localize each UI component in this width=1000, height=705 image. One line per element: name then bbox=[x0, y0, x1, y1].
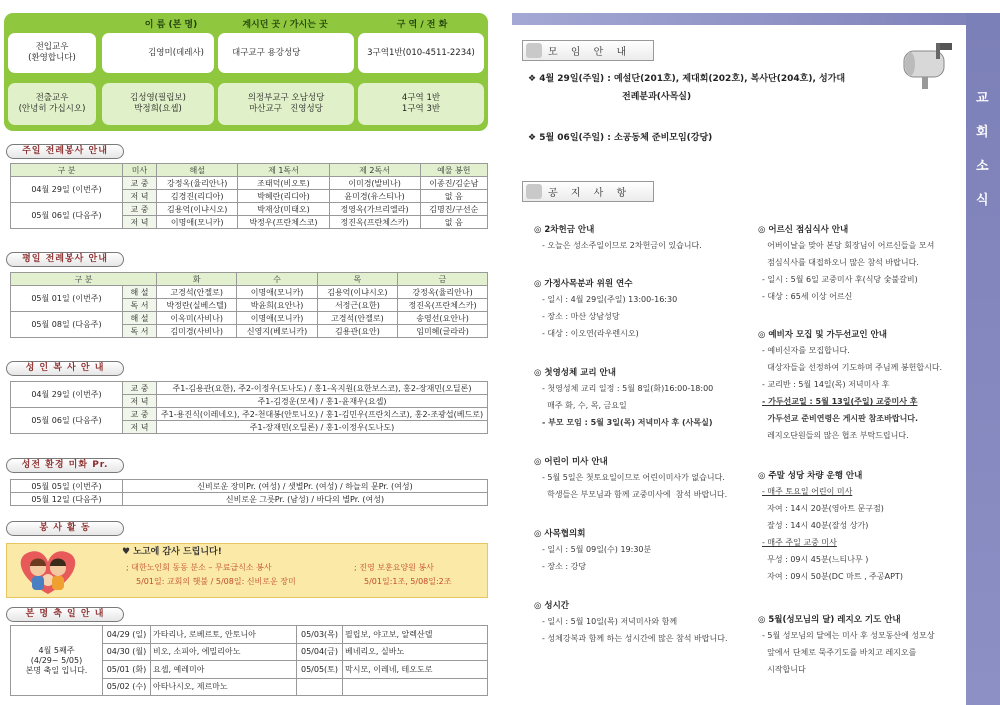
cell: 고경석(안젤로) bbox=[157, 286, 237, 299]
col-mass: 미사 bbox=[123, 164, 157, 177]
notice-line: - 부모 모임 : 5월 3일(목) 저녁미사 후 (사목실) bbox=[542, 418, 713, 427]
date-cell: 05/05(토) bbox=[297, 661, 343, 679]
volunteer-thanks: ♥ 노고에 감사 드립니다! bbox=[122, 547, 222, 557]
cell: 김용관(요안) bbox=[317, 325, 397, 338]
cell: 정진옥(프란체스카) bbox=[329, 216, 420, 229]
section-sunday-liturgy: 주일 전례봉사 안내 bbox=[6, 144, 124, 159]
top-band bbox=[512, 13, 1000, 25]
date-cell bbox=[297, 678, 343, 696]
mass-cell: 저 녁 bbox=[123, 216, 157, 229]
cell: 박혜란(리디아) bbox=[238, 190, 329, 203]
left-page bbox=[4, 13, 488, 703]
incoming-place: 대구교구 용강성당 bbox=[218, 33, 354, 73]
cell: 박정우(프란체스코) bbox=[238, 216, 329, 229]
cell: 김미경(사비나) bbox=[157, 325, 237, 338]
section-icon bbox=[526, 184, 542, 199]
outgoing-zones bbox=[358, 83, 484, 125]
col-offering: 예물 봉헌 bbox=[420, 164, 487, 177]
cell: 이명애(모니카) bbox=[237, 312, 317, 325]
date-cell: 05월 08일 (다음주) bbox=[11, 312, 123, 338]
outgoing-name-2: 박정희(요셉) bbox=[134, 104, 182, 114]
parishioner-movement-panel bbox=[4, 13, 488, 131]
section-meetings-label: 모 임 안 내 bbox=[548, 47, 632, 58]
table-row bbox=[11, 480, 488, 493]
date-cell: 05/01 (화) bbox=[103, 661, 151, 679]
notice-line: 자여 : 09시 50분(DC 마트 , 주공APT) bbox=[762, 572, 903, 581]
notice-line: - 교리반 : 5월 14일(목) 저녁미사 후 bbox=[762, 380, 890, 389]
col-fri: 금 bbox=[398, 273, 488, 286]
cell: 강정옥(율리안나) bbox=[398, 286, 488, 299]
meeting-1-line-1: ❖ 4월 29일(주일) : 예설단(201호), 제대회(202호), 복사단(204호), 성가대 bbox=[528, 74, 846, 84]
section-cleaning: 성전 환경 미화 Pr. bbox=[6, 458, 124, 473]
cell: 막시모, 이레네, 테오도로 bbox=[343, 661, 488, 679]
incoming-role-label: 전입교우 bbox=[35, 42, 69, 52]
vertical-title-char: 소 bbox=[976, 159, 989, 174]
mailbox-icon bbox=[896, 35, 960, 91]
notice-line: 시작합니다 bbox=[762, 665, 806, 674]
notice-line: - 첫영성체 교리 일정 : 5월 8일(화)16:00-18:00 bbox=[542, 384, 714, 393]
table-row bbox=[11, 177, 488, 190]
notice-line: 매주 화, 수, 목, 금요일 bbox=[542, 401, 627, 410]
notice-line: - 일시 : 5월 09일(수) 19:30분 bbox=[542, 545, 652, 554]
feast-note-cell bbox=[11, 626, 103, 696]
table-row bbox=[11, 493, 488, 506]
right-page bbox=[512, 13, 1000, 705]
role-cell: 독 서 bbox=[123, 299, 157, 312]
notice-line: - 5월 5일은 첫토요일이므로 어린이미사가 없습니다. bbox=[542, 473, 725, 482]
cell: 송영선(요안나) bbox=[398, 312, 488, 325]
cell: 신비로운 장미Pr. (여성) / 샛별Pr. (여성) / 하늘의 문Pr. (여성) bbox=[123, 480, 488, 493]
outgoing-zone-2: 1구역 3반 bbox=[401, 104, 441, 114]
cell: 비오, 소피아, 에밀리아노 bbox=[151, 643, 297, 661]
cell: 주1-김경운(모세) / 홍1-윤재우(요셉) bbox=[157, 395, 488, 408]
outgoing-place-1: 의정부교구 오남성당 bbox=[247, 93, 325, 103]
incoming-role-sub: (환영합니다) bbox=[28, 53, 76, 63]
notice-line: - 장소 : 강당 bbox=[542, 562, 587, 571]
outgoing-name-1: 김성영(필립보) bbox=[130, 93, 186, 103]
vertical-title-char: 회 bbox=[976, 125, 989, 140]
notice-heading: ◎ 사목협의회 bbox=[534, 529, 586, 539]
notice-heading: ◎ 가정사목분과 위원 연수 bbox=[534, 279, 633, 289]
mass-cell: 교 중 bbox=[123, 203, 157, 216]
notice-line: 앞에서 단체로 묵주기도를 바치고 레지오를 bbox=[762, 648, 917, 657]
family-illustration-icon bbox=[8, 544, 88, 598]
feast-note-3: 본명 축일 입니다. bbox=[25, 666, 88, 675]
mass-cell: 저 녁 bbox=[123, 395, 157, 408]
incoming-zone: 3구역1반(010-4511-2234) bbox=[358, 33, 484, 73]
notice-line: - 장소 : 마산 상남성당 bbox=[542, 312, 620, 321]
notice-line: 자여 : 14시 20분(영아트 문구점) bbox=[762, 504, 884, 513]
cell: 고경석(안젤로) bbox=[317, 312, 397, 325]
cell: 베네리오, 실바노 bbox=[343, 643, 488, 661]
cleaning-table bbox=[10, 479, 488, 506]
side-band bbox=[966, 13, 1000, 705]
header-name: 이 름 (본 명) bbox=[144, 20, 198, 30]
notice-line: - 오늘은 성소주일이므로 2차헌금이 있습니다. bbox=[542, 241, 702, 250]
date-cell: 05월 12일 (다음주) bbox=[11, 493, 123, 506]
role-cell: 해 설 bbox=[123, 286, 157, 299]
date-cell: 04/30 (월) bbox=[103, 643, 151, 661]
mass-cell: 교 중 bbox=[123, 408, 157, 421]
section-notices bbox=[522, 181, 654, 202]
cell: 임미혜(글라라) bbox=[398, 325, 488, 338]
section-icon bbox=[526, 43, 542, 58]
table-header-row bbox=[11, 164, 488, 177]
vertical-title-char: 식 bbox=[976, 193, 989, 208]
date-cell: 05/02 (수) bbox=[103, 678, 151, 696]
cell: 이종진/김순남 bbox=[420, 177, 487, 190]
cell: 박정란(실베스텔) bbox=[157, 299, 237, 312]
notice-line: 레지오단원들의 많은 협조 부탁드립니다. bbox=[762, 431, 909, 440]
notice-line: 가두선교 준비연령은 게시판 참조바랍니다. bbox=[762, 414, 919, 423]
notice-line: - 일시 : 5월 10일(목) 저녁미사와 함께 bbox=[542, 617, 678, 626]
outgoing-places bbox=[218, 83, 354, 125]
table-row bbox=[11, 286, 488, 299]
col-commentary: 해설 bbox=[157, 164, 238, 177]
notice-line: 학생들은 부모님과 함께 교중미사에 참석 바랍니다. bbox=[542, 490, 728, 499]
cell: 주1-용진식(이레네오), 주2-천대봉(안토니오) / 홍1-김민우(프란치스코), 홍2-조광섭(베드로) bbox=[157, 408, 488, 421]
notice-line: - 매주 주일 교중 미사 bbox=[762, 538, 837, 547]
notice-line: 점심식사를 대접하오니 많은 참석 바랍니다. bbox=[762, 258, 919, 267]
feast-days-table bbox=[10, 625, 488, 696]
meeting-1-line-2: 전례분과(사목실) bbox=[622, 92, 692, 102]
volunteer-right-2: 5/01일:1조, 5/08일:2조 bbox=[364, 577, 452, 586]
feast-note-1: 4월 5째주 bbox=[38, 646, 75, 655]
section-feast-days: 본 명 축 일 안 내 bbox=[6, 607, 124, 622]
notice-line: - 대상 : 이오연(라우렌시오) bbox=[542, 329, 639, 338]
outgoing-place-2: 마산교구 진영성당 bbox=[249, 104, 323, 114]
volunteer-right-1: ; 진영 보훈요양원 봉사 bbox=[354, 563, 434, 572]
table-row bbox=[11, 312, 488, 325]
section-notices-label: 공 지 사 항 bbox=[548, 188, 632, 199]
cell: 신영지(베로니카) bbox=[237, 325, 317, 338]
date-cell: 05월 01일 (이번주) bbox=[11, 286, 123, 312]
notice-line: 대상자들을 선정하여 기도하며 주님께 봉헌합시다. bbox=[762, 363, 943, 372]
notice-heading: ◎ 어르신 점심식사 안내 bbox=[758, 225, 849, 235]
section-volunteer: 봉 사 활 동 bbox=[6, 521, 124, 536]
date-cell: 05월 05일 (이번주) bbox=[11, 480, 123, 493]
col-reading1: 제 1독서 bbox=[238, 164, 329, 177]
cell: 주1-김용관(요한), 주2-이정우(도나도) / 홍1-옥지원(요한보스코), 홍2-장재민(오딜론) bbox=[157, 382, 488, 395]
cell: 서정근(요한) bbox=[317, 299, 397, 312]
notice-line: - 5월 성모님의 달에는 미사 후 성모동산에 성모상 bbox=[762, 631, 935, 640]
mass-cell: 저 녁 bbox=[123, 421, 157, 434]
notice-heading: ◎ 5월(성모님의 달) 레지오 기도 안내 bbox=[758, 615, 901, 625]
notice-line: 잘성 : 14시 40분(잘성 상가) bbox=[762, 521, 869, 530]
cell: 이명애(모니카) bbox=[157, 216, 238, 229]
cell: 정진옥(프란체스카) bbox=[398, 299, 488, 312]
notice-line: - 일시 : 4월 29일(주일) 13:00-16:30 bbox=[542, 295, 678, 304]
notice-heading: ◎ 주말 성당 차량 운행 안내 bbox=[758, 471, 863, 481]
outgoing-names bbox=[102, 83, 214, 125]
notice-line: - 가두선교일 : 5월 13일(주일) 교중미사 후 bbox=[762, 397, 918, 406]
notice-heading: ◎ 2차헌금 안내 bbox=[534, 225, 595, 235]
section-weekday-liturgy: 평일 전례봉사 안내 bbox=[6, 252, 124, 267]
cell: 김명진/구선순 bbox=[420, 203, 487, 216]
table-header-row bbox=[11, 273, 488, 286]
weekday-liturgy-table bbox=[10, 272, 488, 338]
date-cell: 05/03(목) bbox=[297, 626, 343, 644]
col-division: 구 분 bbox=[11, 164, 123, 177]
cell: 김용억(이냐시오) bbox=[317, 286, 397, 299]
cell: 박윤희(요안나) bbox=[237, 299, 317, 312]
mass-cell: 저 녁 bbox=[123, 190, 157, 203]
outgoing-role-label: 전출교우 bbox=[35, 93, 69, 103]
cell: 이명애(모니카) bbox=[237, 286, 317, 299]
cell: 아타나시오, 제르마노 bbox=[151, 678, 297, 696]
mass-cell: 교 중 bbox=[123, 177, 157, 190]
vertical-title-char: 교 bbox=[976, 91, 989, 106]
cell: 없 음 bbox=[420, 190, 487, 203]
date-cell: 04월 29일 (이번주) bbox=[11, 382, 123, 408]
header-place: 계시던 곳 / 가시는 곳 bbox=[242, 20, 328, 30]
table-row bbox=[11, 626, 488, 644]
cell: 김경진(리디아) bbox=[157, 190, 238, 203]
section-meetings bbox=[522, 40, 654, 61]
cell: 조태덕(비오토) bbox=[238, 177, 329, 190]
outgoing-role bbox=[8, 83, 96, 125]
notice-line: - 매주 토요일 어린이 미사 bbox=[762, 487, 853, 496]
col-wed: 수 bbox=[237, 273, 317, 286]
cell: 이미경(발비나) bbox=[329, 177, 420, 190]
meeting-2: ❖ 5월 06일(주일) : 소공동체 준비모임(강당) bbox=[528, 133, 713, 143]
header-zone: 구 역 / 전 화 bbox=[396, 20, 448, 30]
role-cell: 독 서 bbox=[123, 325, 157, 338]
notice-heading: ◎ 성시간 bbox=[534, 601, 570, 611]
cell: 주1-장재민(오딜론) / 홍1-이정우(도나도) bbox=[157, 421, 488, 434]
notice-line: - 성체강복과 함께 하는 성시간에 많은 참석 바랍니다. bbox=[542, 634, 728, 643]
volunteer-left-2: 5/01일: 교회의 햇불 / 5/08일: 신비로운 장미 bbox=[136, 577, 296, 586]
table-row bbox=[11, 203, 488, 216]
role-cell: 해 설 bbox=[123, 312, 157, 325]
table-row bbox=[11, 382, 488, 395]
outgoing-zone-1: 4구역 1반 bbox=[401, 93, 441, 103]
cell: 정영옥(가브리엘라) bbox=[329, 203, 420, 216]
date-cell: 05월 06일 (다음주) bbox=[11, 408, 123, 434]
notice-line: - 대상 : 65세 이상 어르신 bbox=[762, 292, 853, 301]
cell: 윤미경(유스티나) bbox=[329, 190, 420, 203]
cell: 필립보, 야고보, 알렉산델 bbox=[343, 626, 488, 644]
sunday-liturgy-table bbox=[10, 163, 488, 229]
notice-heading: ◎ 어린이 미사 안내 bbox=[534, 457, 608, 467]
notice-line: 무성 : 09시 45분(느티나무 ) bbox=[762, 555, 869, 564]
section-altar-servers: 성 인 복 사 안 내 bbox=[6, 361, 124, 376]
incoming-name: 김영미(데레사) bbox=[102, 33, 214, 73]
col-thu: 목 bbox=[317, 273, 397, 286]
cell: 가타리나, 로베르토, 안토니아 bbox=[151, 626, 297, 644]
cell: 없 음 bbox=[420, 216, 487, 229]
mass-cell: 교 중 bbox=[123, 382, 157, 395]
date-cell: 05/04(금) bbox=[297, 643, 343, 661]
table-row bbox=[11, 408, 488, 421]
date-cell: 05월 06일 (다음주) bbox=[11, 203, 123, 229]
cell: 신비로운 그릇Pr. (남성) / 바다의 별Pr. (여성) bbox=[123, 493, 488, 506]
notice-heading: ◎ 첫영성체 교리 안내 bbox=[534, 368, 616, 378]
outgoing-role-sub: (안녕히 가십시오) bbox=[18, 104, 86, 114]
date-cell: 04월 29일 (이번주) bbox=[11, 177, 123, 203]
notice-line: 어버이날을 맞아 본당 회장님이 어르신들을 모셔 bbox=[762, 241, 935, 250]
incoming-role bbox=[8, 33, 96, 73]
col-reading2: 제 2독서 bbox=[329, 164, 420, 177]
cell bbox=[343, 678, 488, 696]
notice-heading: ◎ 예비자 모집 및 가두선교인 안내 bbox=[758, 330, 887, 340]
cell: 이옥미(사비나) bbox=[157, 312, 237, 325]
notice-line: - 일시 : 5월 6일 교중미사 후(식당 숯불갈비) bbox=[762, 275, 918, 284]
cell: 김용억(이냐시오) bbox=[157, 203, 238, 216]
col-division: 구 분 bbox=[11, 273, 157, 286]
col-tue: 화 bbox=[157, 273, 237, 286]
notice-line: - 예비신자를 모집합니다. bbox=[762, 346, 850, 355]
date-cell: 04/29 (일) bbox=[103, 626, 151, 644]
feast-note-2: (4/29~ 5/05) bbox=[30, 656, 83, 665]
volunteer-left-1: ; 대한노인회 동동 분소 – 무료급식소 봉사 bbox=[126, 563, 272, 572]
cell: 강정옥(율리안나) bbox=[157, 177, 238, 190]
cell: 요셉, 예레미아 bbox=[151, 661, 297, 679]
cell: 박재상(미태오) bbox=[238, 203, 329, 216]
altar-servers-table bbox=[10, 381, 488, 434]
